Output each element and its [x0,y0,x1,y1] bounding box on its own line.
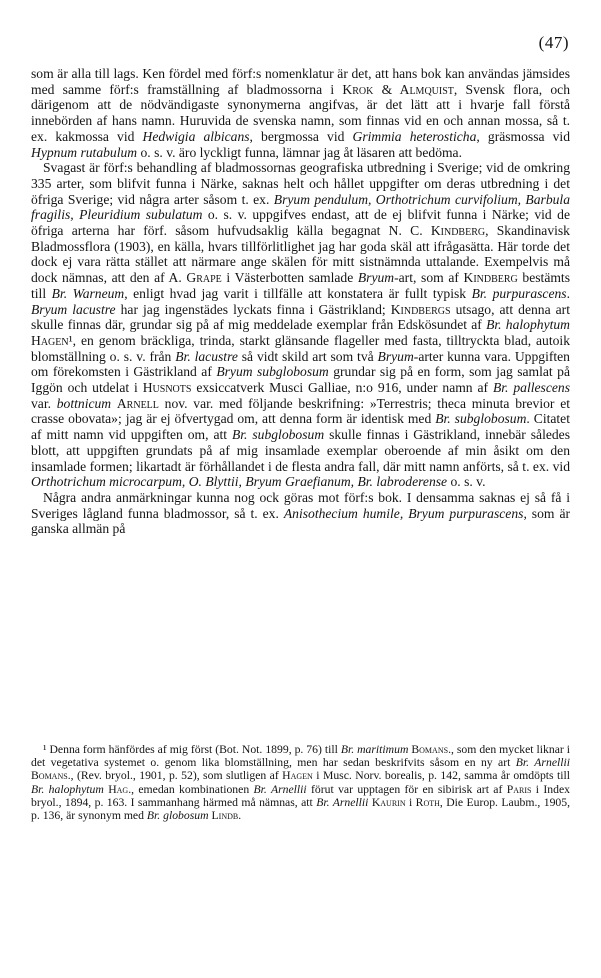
text-run: o. s. v. [447,474,486,490]
italic-name: Br. pallescens [492,380,570,396]
author-name: Roth [415,795,440,809]
italic-name: Bryum [357,270,395,286]
italic-name: Bryum subglobosum [216,364,329,380]
author-name: Hagen [31,332,69,348]
italic-name: Br. globosum [146,809,209,823]
italic-name: Br. lacustre [175,348,238,364]
italic-name: Br. Arnellii [316,795,369,809]
text-run: ., som den mycket liknar i det vegetativa systemet o. genom lika blomställning, men har sedan beskrifvits såsom en ny art [31,743,570,770]
italic-name: Hypnum rutabulum [31,144,138,160]
text-run: förut var upptagen för en sibirisk art af [306,782,507,796]
italic-name: Br. Arnellii [515,756,570,770]
author-name: Bomans [31,769,68,783]
text-run: ¹, en genom bräckliga, trinda, starkt glänsande flageller med fasta, tilltryckta blad, autoik blomställning o. s. v. från [31,332,570,364]
text-run: , Skandinavisk Bladmossflora (1903), en källa, hvars tillförlitlighet jag har goda skäl att ifrågasätta. Här torde det dock ej vara rätta stället att närmare ange skälen för mitt sistnämnda uttalande. Exempelvis må dock nämnas, att den af A. [31,223,570,286]
italic-name: Bryum [377,348,414,364]
italic-name: Br. halophytum [31,782,104,796]
text-run: , Svensk flora, och därigenom att de nödvändigaste synonymerna angifvas, är det lätt att i hvarje fall förstå innebörden af hans namn. Huruvida de svenska namn, som finnas vid en och annan mossa, så t. ex. kakmossa vid [31,81,570,144]
italic-name: bottnicum [56,395,112,411]
text-run: o. s. v. uppgifves endast, att de ej blifvit funna i Närke; vid de öfriga arterna har förf. såsom hufvudsaklig källa begagnat N. C. [31,207,570,239]
author-name: Arnell [116,395,159,411]
italic-name: Br. halophytum [486,317,570,333]
author-name: Paris [506,782,532,796]
page-number: (47) [538,33,569,52]
author-name: Hag [108,782,129,796]
text-run: -arter kunna vara. Uppgiften om förekomsten i Gästrikland af [31,348,570,380]
footnote [31,743,570,822]
text-run: ., (Rev. bryol., 1901, p. 52), som slutligen af [67,769,283,783]
text-run: . [238,809,242,823]
text-run: , gräsmossa vid [476,128,571,144]
text-run: nov. var. med följande beskrifning: »Terrestris; theca minuta brevior et crasse obovata»; jag är ej öfvertygad om, att denna form är identisk med [31,395,570,427]
text-run: , Die Europ. Laubm., 1905, p. 136, är synonym med [31,795,571,823]
text-run: så vidt skild art som två [237,348,378,364]
italic-name: Bryum lacustre [31,301,116,317]
text-run: grundar sig på en form, som jag samlat på Iggön och utdelat i [31,364,570,396]
paragraph [31,160,570,490]
text-run: bestämts till [31,270,570,301]
author-name: Krok & Almquist [342,81,454,97]
text-run: . [566,285,570,301]
text-run: Svagast är förf:s behandling af bladmossornas geografiska utbredning i Sverige; vid de omkring 335 arter, som blifvit funna i Närke, saknas helt och hållet uppgifter om deras utbredning i det öfriga Sverige; vid några arter såsom t. ex. [31,160,570,207]
text-run: , som är ganska allmän på [31,505,571,537]
body-text [31,66,570,537]
text-run: i [405,795,416,809]
italic-name: Br. maritimum [340,743,409,756]
italic-name: Bryum pendulum, Orthotrichum curvifolium, Barbula fragilis, Pleuridium subulatum [31,191,570,223]
text-run: har jag ingenstädes lyckats finna i Gästrikland; [115,301,391,317]
text-run: var. [31,395,57,411]
italic-name: Br. Arnellii [253,782,307,796]
paragraph [31,490,570,537]
author-name: Kaurin [371,795,406,809]
paragraph [31,66,570,160]
italic-name: Grimmia heterosticha [352,128,477,144]
text-run: ¹ Denna form hänfördes af mig först (Bot. Not. 1899, p. 76) till [43,743,341,756]
author-name: Bomans [411,743,449,756]
text-run: skulle finnas i Gästrikland, innebär således blott, att uppgiften grundats på af mig insamlade exemplar oberoende af min åsikt om den insamlade formen; likartadt är förhållandet i de flesta andra fall, där mitt namn anförts, så t. ex. vid [31,427,570,474]
author-name: Kindberg [463,270,518,286]
text-run: Några andra anmärkningar kunna nog ock göras mot förf:s bok. I densamma saknas ej så få i Sveriges lågland funna bladmossor, så t. ex. [31,489,570,521]
italic-name: Br. subglobosum [231,427,325,443]
text-run: som är alla till lags. Ken fördel med förf:s nomenklatur är det, att hans bok kan användas jämsides med samme förf:s framställning af bladmossorna i [31,66,570,97]
text-run: ., emedan kombinationen [128,782,254,796]
italic-name: Hedwigia albicans [142,128,250,144]
author-name: Grape [186,270,222,286]
author-name: Kindbergs [390,301,451,317]
author-name: Hagen [282,769,313,783]
text-run: , enligt hvad jag varit i tillfälle att konstatera är fullt typisk [124,285,472,301]
text-run: . Citatet af mitt namn vid uppgiften om, att [31,411,570,443]
text-run: o. s. v. äro lyckligt funna, lämnar jag åt läsaren att bedöma. [137,144,462,160]
text-run: -art, som af [394,270,464,286]
footnote-text [31,743,570,822]
italic-name: Orthotrichum microcarpum, O. Blyttii, Bryum Graefianum, Br. labroderense [31,474,448,490]
text-run: utsago, att denna art skulle finnas där, grundar sig på af mig meddelade exemplar från Edskösundet af [31,301,570,333]
author-name: Kindberg [430,223,486,239]
author-name: Husnots [142,380,192,396]
text-run: i Musc. Norv. borealis, p. 142, samma år omdöpts till [312,769,570,783]
italic-name: Br. purpurascens [471,285,567,301]
text-run: i Västerbotten samlade [221,270,358,286]
italic-name: Br. Warneum [51,285,125,301]
text-run: , bergmossa vid [249,128,353,144]
author-name: Lindb [211,809,239,823]
italic-name: Br. subglobosum [435,411,527,427]
italic-name: Anisothecium humile, Bryum purpurascens [283,505,524,521]
text-run: exsiccatverk Musci Galliae, n:o 916, under namn af [191,380,493,396]
text-run: i Index bryol., 1894, p. 163. I sammanhang härmed må nämnas, att [31,782,570,809]
